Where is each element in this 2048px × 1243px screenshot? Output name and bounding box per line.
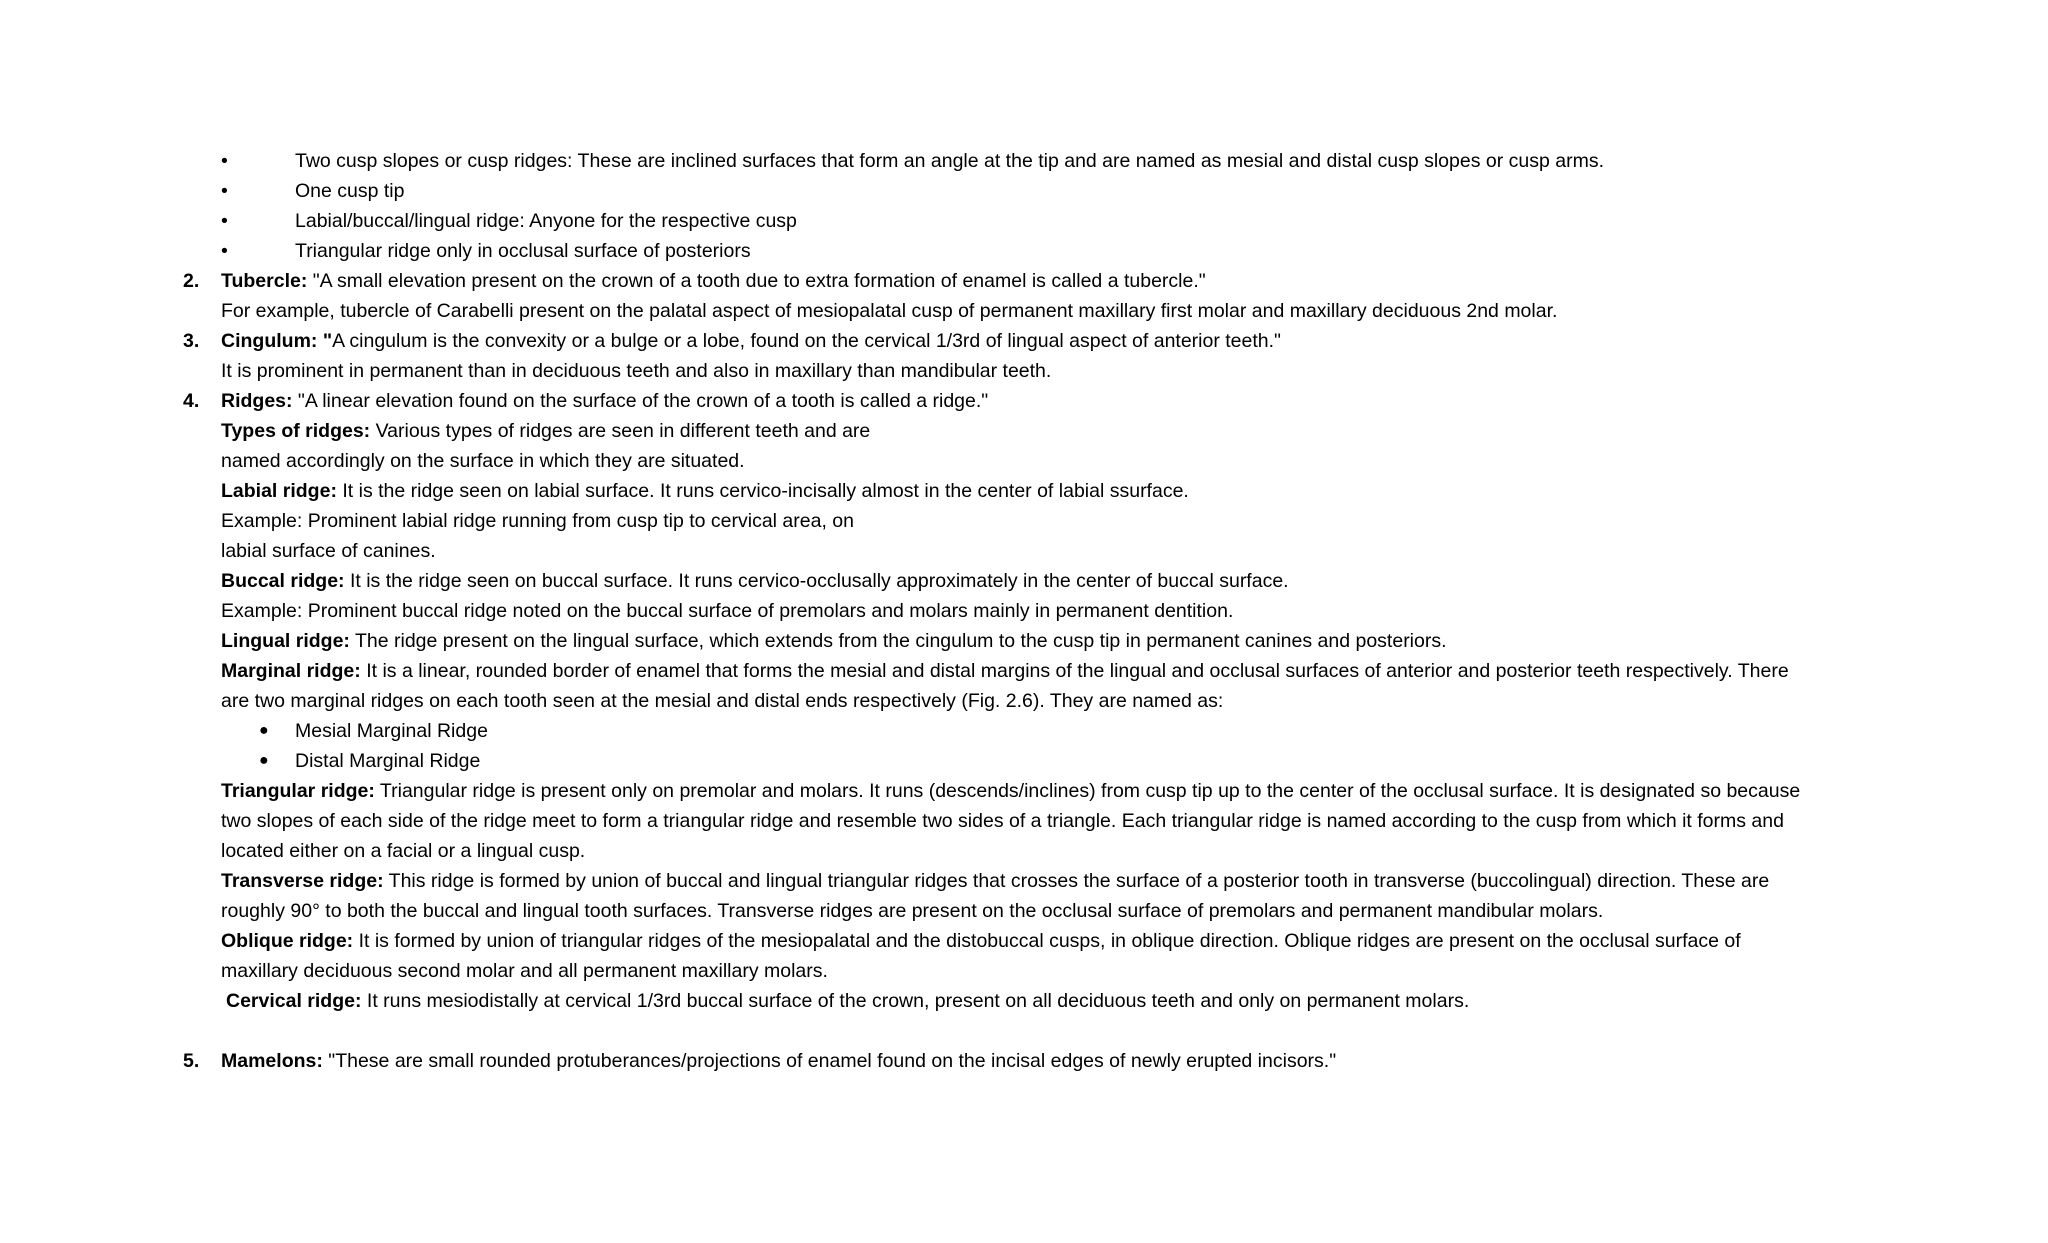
paragraph-line [0,926,2048,956]
body-text: This ridge is formed by union of buccal and lingual triangular ridges that crosses the surface of a posterior tooth in transverse (buccolingual) direction. These are [383,870,1770,892]
list-item-text: Labial/buccal/lingual ridge: Anyone for the respective cusp [295,210,797,232]
paragraph-line [0,596,2048,626]
bullet-icon: • [221,210,228,232]
body-text: located either on a facial or a lingual cusp. [221,840,586,862]
list-item [0,176,2048,206]
body-text: Triangular ridge is present only on premolar and molars. It runs (descends/inclines) from cusp tip up to the center of the occlusal surface. It is designated so because [374,780,1801,802]
paragraph-line [0,506,2048,536]
bullet-icon: • [221,150,228,172]
list-item-text: One cusp tip [295,180,405,202]
paragraph-line [0,416,2048,446]
body-text: Various types of ridges are seen in different teeth and are [370,420,871,442]
bullet-icon: • [221,180,228,202]
item-text [221,1046,1336,1076]
list-item [0,146,2048,176]
term-label: Buccal ridge: [221,570,345,592]
paragraph-line [0,536,2048,566]
blank-line [0,1016,2048,1046]
body-text: It is formed by union of triangular ridges of the mesiopalatal and the distobuccal cusps, in oblique direction. Oblique ridges are present on the occlusal surface of [353,930,1741,952]
list-item [0,746,2048,776]
definition-text: "A small elevation present on the crown of a tooth due to extra formation of enamel is called a tubercle." [307,270,1206,292]
numbered-item-cingulum [0,326,2048,356]
numbered-item-mamelons [0,1046,2048,1076]
paragraph-line [0,866,2048,896]
bullet-icon: • [221,240,228,262]
triangular-paragraph [221,776,1800,806]
body-text: It is a linear, rounded border of enamel that forms the mesial and distal margins of the lingual and occlusal surfaces of anterior and posterior teeth respectively. There [360,660,1789,682]
term-label: Types of ridges: [221,420,371,442]
list-item [0,716,2048,746]
term-label: Mamelons: [221,1050,323,1072]
item-number: 4. [183,390,200,412]
marginal-paragraph [221,656,1789,686]
paragraph-line [0,776,2048,806]
paragraph-line [0,836,2048,866]
bullet-circle-icon: ● [259,752,269,769]
list-item [0,206,2048,236]
term-label: Oblique ridge: [221,930,354,952]
definition-text: "A linear elevation found on the surface of the crown of a tooth is called a ridge." [292,390,989,412]
transverse-paragraph [221,866,1769,896]
paragraph-line [0,356,2048,386]
numbered-item-ridges [0,386,2048,416]
labial-paragraph [221,476,1189,506]
term-label: Tubercle: [221,270,308,292]
item-number: 5. [183,1050,200,1072]
example-text: Example: Prominent labial ridge running from cusp tip to cervical area, on [221,510,854,532]
paragraph-line [0,686,2048,716]
paragraph-line [0,986,2048,1016]
oblique-paragraph [221,926,1741,956]
item-text [221,326,1281,356]
list-item-text: Mesial Marginal Ridge [295,720,488,742]
list-item-text: Two cusp slopes or cusp ridges: These are inclined surfaces that form an angle at the tip and are named as mesial and distal cusp slopes or cusp arms. [295,150,1604,172]
definition-text: A cingulum is the convexity or a bulge or a lobe, found on the cervical 1/3rd of lingual aspect of anterior teeth." [332,330,1281,352]
term-label: Labial ridge: [221,480,337,502]
body-text: It runs mesiodistally at cervical 1/3rd buccal surface of the crown, present on all deciduous teeth and only on permanent molars. [361,990,1470,1012]
list-item-text: Triangular ridge only in occlusal surface of posteriors [295,240,751,262]
paragraph-line [0,896,2048,926]
body-text: maxillary deciduous second molar and all permanent maxillary molars. [221,960,828,982]
types-paragraph [221,416,870,446]
paragraph-line [0,656,2048,686]
body-text: roughly 90° to both the buccal and lingual tooth surfaces. Transverse ridges are present on the occlusal surface of premolars and permanent mandibular molars. [221,900,1604,922]
bullet-circle-icon: ● [259,722,269,739]
list-item [0,236,2048,266]
paragraph-line [0,626,2048,656]
list-item-text: Distal Marginal Ridge [295,750,481,772]
item-text [221,386,988,416]
term-label: Ridges: [221,390,293,412]
definition-text: "These are small rounded protuberances/projections of enamel found on the incisal edges of newly erupted incisors." [322,1050,1337,1072]
body-text: named accordingly on the surface in which they are situated. [221,450,745,472]
paragraph-line [0,446,2048,476]
term-label: Triangular ridge: [221,780,375,802]
example-text: labial surface of canines. [221,540,436,562]
body-text: It is the ridge seen on buccal surface. It runs cervico-occlusally approximately in the center of buccal surface. [344,570,1289,592]
term-label: Cervical ridge: [226,990,362,1012]
item-number: 3. [183,330,200,352]
lingual-paragraph [221,626,1447,656]
body-text: The ridge present on the lingual surface, which extends from the cingulum to the cusp tip in permanent canines and posteriors. [349,630,1447,652]
term-label: Lingual ridge: [221,630,350,652]
paragraph-line [0,296,2048,326]
buccal-paragraph [221,566,1289,596]
paragraph-line [0,476,2048,506]
body-text: are two marginal ridges on each tooth seen at the mesial and distal ends respectively (Fig. 2.6). They are named as: [221,690,1224,712]
cervical-paragraph [226,986,1469,1016]
item-number: 2. [183,270,200,292]
paragraph-line [0,566,2048,596]
document-body [0,146,2048,1076]
example-text: For example, tubercle of Carabelli present on the palatal aspect of mesiopalatal cusp of permanent maxillary first molar and maxillary deciduous 2nd molar. [221,300,1558,322]
term-label: Cingulum: " [221,330,333,352]
note-text: It is prominent in permanent than in deciduous teeth and also in maxillary than mandibular teeth. [221,360,1052,382]
numbered-item-tubercle [0,266,2048,296]
paragraph-line [0,956,2048,986]
term-label: Transverse ridge: [221,870,384,892]
example-text: Example: Prominent buccal ridge noted on the buccal surface of premolars and molars mainly in permanent dentition. [221,600,1234,622]
item-text [221,266,1206,296]
paragraph-line [0,806,2048,836]
term-label: Marginal ridge: [221,660,361,682]
body-text: two slopes of each side of the ridge meet to form a triangular ridge and resemble two sides of a triangle. Each triangular ridge is named according to the cusp from which it forms and [221,810,1784,832]
body-text: It is the ridge seen on labial surface. It runs cervico-incisally almost in the center of labial ssurface. [336,480,1189,502]
